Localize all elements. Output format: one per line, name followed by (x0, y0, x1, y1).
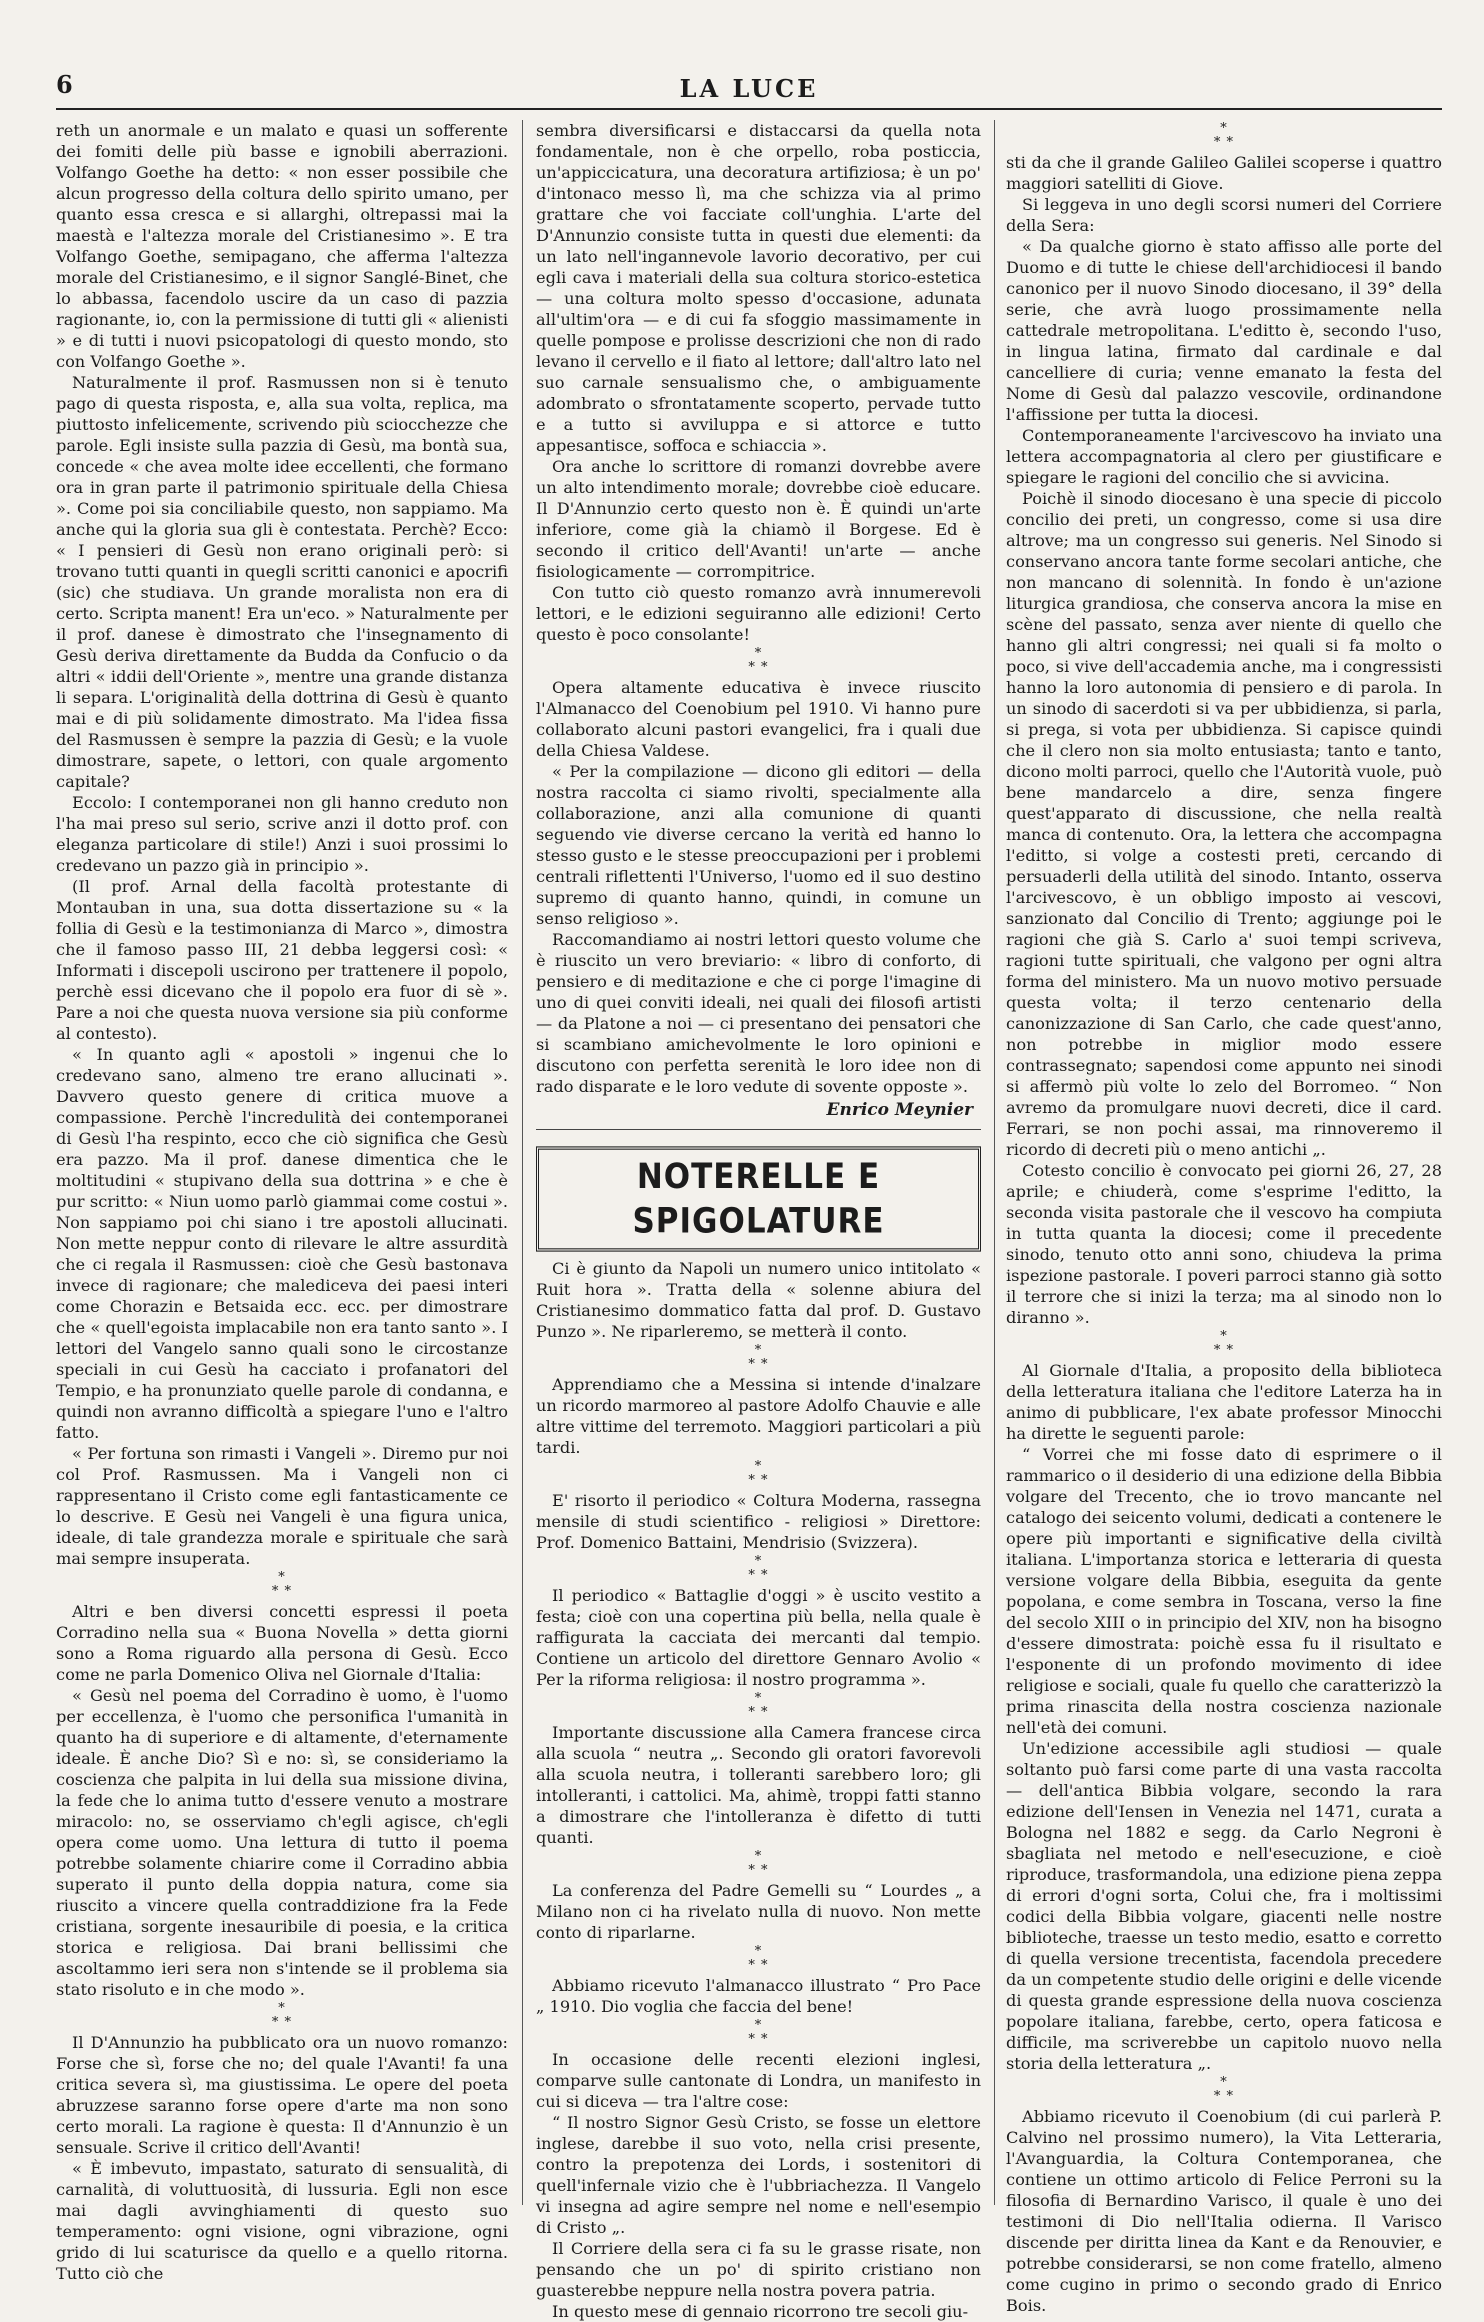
page-number: 6 (56, 70, 73, 99)
paragraph: sti da che il grande Galileo Galilei scoperse i quattro maggiori satelliti di Giove. (1006, 153, 1442, 193)
news-item: Apprendiamo che a Messina si intende d'inalzare un ricordo marmoreo al pastore Adolfo Chauvie e alle altre vittime del terremoto. Maggiori particolari a più tardi. (536, 1375, 981, 1457)
section-separator: * * * (748, 1459, 769, 1488)
paragraph: Naturalmente il prof. Rasmussen non si è tenuto pago di questa risposta, e, alla sua volta, replica, ma piuttosto infelicemente, scrivendo più sciocchezze che parole. Egli insiste sulla pazzia di Gesù, ma bontà sua, concede « che avea molte idee eccellenti, che formano ora in gran parte il patrimonio spirituale della Chiesa ». Come poi sia conciliabile questo, non sappiamo. Ma anche qui la gloria sua gli è contestata. Perchè? Ecco: « I pensieri di Gesù non erano originali però: si trovano tutti quanti in quegli scritti canonici e apocrifi (sic) che studiava. Un grande moralista non era di certo. Scripta manent! Era un'eco. » Naturalmente per il prof. danese è dimostrato che l'insegnamento di Gesù deriva direttamente da Budda da Confucio o da altri « iddii dell'Oriente », mentre una grande distanza li separa. L'originalità della dottrina di Gesù è quanto mai e di più solidamente dimostrato. Ma l'idea fissa del Rasmussen è sempre la pazzia di Gesù; e la vuole dimostrare, sapete, o lettori, con quale argomento capitale? (56, 373, 508, 791)
paragraph: « Da qualche giorno è stato affisso alle porte del Duomo e di tutte le chiese dell'archidiocesi il bando canonico per il nuovo Sinodo diocesano, il 39° della serie, che avrà luogo prossimamente nella cattedrale metropolitana. L'editto è, secondo l'uso, in lingua latina, firmato dal cardinale e dal cancelliere di curia; venne emanato la festa del Nome di Gesù dal palazzo vescovile, ordinandone l'affissione per tutta la diocesi. (1006, 237, 1442, 424)
section-separator: * * * (271, 2001, 293, 2030)
news-item: Importante discussione alla Camera francese circa alla scuola “ neutra „. Secondo gli oratori favorevoli alla scuola neutra, i tolleranti sarebbero loro; gli intolleranti, i cattolici. Ma, ahimè, troppi fatti stanno a dimostrare che l'intolleranza è difetto di tutti quanti. (536, 1723, 981, 1847)
masthead-title: LA LUCE (679, 74, 819, 103)
paragraph: Ora anche lo scrittore di romanzi dovrebbe avere un alto intendimento morale; dovrebbe cioè educare. Il D'Annunzio certo questo non è. È quindi un'arte inferiore, come già la chiamò il Borgese. Ed è secondo il critico dell'Avanti! un'arte — anche fisiologicamente — corrompitrice. (536, 457, 981, 581)
paragraph: « In quanto agli « apostoli » ingenui che lo credevano sano, almeno tre erano allucinati ». Davvero questo genere di critica muove a compassione. Perchè l'incredulità dei contemporanei di Gesù l'ha respinto, ecco che ciò significa che Gesù era pazzo. Ma il prof. danese dimentica che le moltitudini « stupivano della sua dottrina » e che è pur scritto: « Niun uomo parlò giammai come costui ». Non sappiamo poi chi siano i tre apostoli allucinati. Non mette neppur conto di rilevare le altre assurdità che ci regala il Rasmussen: cioè che Gesù bastonava invece di ragionare; che malediceva dei paesi interi come Chorazin e Betsaida ecc. ecc. per dimostrare che « quell'egoista implacabile non era tanto santo ». I lettori del Vangelo sanno quali sono le circostanze speciali in cui Gesù ha cacciato i profanatori del Tempio, e ha pronunziato quelle parole di condanna, e quindi non avranno difficoltà a spiegare l'uno e l'altro fatto. (56, 1045, 508, 1442)
paragraph: Abbiamo ricevuto il Coenobium (di cui parlerà P. Calvino nel prossimo numero), la Vita Letteraria, l'Avanguardia, la Coltura Contemporanea, che contiene un ottimo articolo di Felice Perroni su la filosofia di Bernardino Varisco, il quale è uno dei testimoni di Dio nell'Italia odierna. Il Varisco discende per diritta linea da Kant e da Renouvier, e potrebbe considerarsi, se non come fratello, almeno come cugino in primo o secondo grado di Enrico Bois. (1006, 2107, 1442, 2315)
paragraph: Raccomandiamo ai nostri lettori questo volume che è riuscito un vero breviario: « libro di conforto, di pensiero e di meditazione e che ci porge l'imagine di uno di quei conviti ideali, nei quali dei filosofi artisti — da Platone a noi — ci presentano dei pensatori che si scambiano amichevolmente le loro opinioni e discutono con perfetta serenità le loro idee non di rado disparate e le loro vedute di sovente opposte ». (536, 930, 981, 1096)
paragraph: Altri e ben diversi concetti espressi il poeta Corradino nella sua « Buona Novella » detta giorni sono a Roma riguardo alla persona di Gesù. Ecco come ne parla Domenico Oliva nel Giornale d'Italia: (56, 1602, 508, 1684)
paragraph: « È imbevuto, impastato, saturato di sensualità, di carnalità, di voluttuosità, di lussuria. Egli non esce mai dagli avvinghiamenti di questo suo temperamento: ogni visione, ogni vibrazione, ogni grido di lui scaturisce da quello e a quello ritorna. Tutto ciò che (56, 2159, 508, 2283)
paragraph: « Gesù nel poema del Corradino è uomo, è l'uomo per eccellenza, è l'uomo che personifica l'umanità in quanto ha di superiore e di altamente, d'eternamente ideale. È anche Dio? Sì e no: sì, se consideriamo la coscienza che palpita in lui della sua missione divina, la fede che lo anima tutto d'essere venuto a mostrare miracolo: no, se osserviamo ch'egli agisce, ch'egli opera come uomo. Una lettura di tutto il poema potrebbe solamente chiarire come il Corradino abbia superato il punto della doppia natura, come sia riuscito a vincere quella contraddizione fra la Fede cristiana, sorgente inesauribile di poesia, e la critica storica e religiosa. Dai brani bellissimi che ascoltammo ieri sera non s'intende se il problema sia stato risoluto e in che modo ». (56, 1686, 508, 1999)
news-item: Ci è giunto da Napoli un numero unico intitolato « Ruit hora ». Tratta della « solenne abiura del Cristianesimo dommatico fatta dal prof. D. Gustavo Punzo ». Ne riparleremo, se metterà il conto. (536, 1259, 981, 1341)
paragraph: Il D'Annunzio ha pubblicato ora un nuovo romanzo: Forse che sì, forse che no; del quale l'Avanti! fa una critica severa sì, ma giustissima. Le opere del poeta abruzzese saranno forse opere d'arte ma non sono certo morali. La ragione è questa: Il d'Annunzio è un sensuale. Scrive il critico dell'Avanti! (56, 2033, 508, 2157)
news-item: Il Corriere della sera ci fa su le grasse risate, non pensando che un po' di spirito cristiano non guasterebbe neppure nella nostra povera patria. (536, 2239, 981, 2300)
news-item: La conferenza del Padre Gemelli su “ Lourdes „ a Milano non ci ha rivelato nulla di nuovo. Non mette conto di riparlarne. (536, 1881, 981, 1942)
author-signature: Enrico Meynier (826, 1100, 973, 1120)
paragraph: Contemporaneamente l'arcivescovo ha inviato una lettera accompagnatoria al clero per giustificare e spiegare le ragioni del concilio che si avvicina. (1006, 426, 1442, 487)
paragraph: reth un anormale e un malato e quasi un sofferente dei fomiti delle più basse e ignobili aberrazioni. Volfango Goethe ha detto: « non esser possibile che alcun progresso della coltura dello spirito umano, per quanto essa cresca e si allarghi, oltrepassi mai la maestà e l'altezza morale del Cristianesimo ». E tra Volfango Goethe, semipagano, che afferma l'altezza morale del Cristianesimo, e il signor Sanglé-Binet, che lo abbassa, facendolo uscire da un caso di pazzia ragionante, io, con la permissione di tutti gli « alienisti » e di tutti i nuovi psicopatologi di questo mondo, sto con Volfango Goethe ». (56, 121, 508, 371)
news-item: Il periodico « Battaglie d'oggi » è uscito vestito a festa; cioè con una copertina più bella, nella quale è raffigurata la cacciata dei mercanti dal tempio. Contiene un articolo del direttore Gennaro Avolio « Per la riforma religiosa: il nostro programma ». (536, 1586, 981, 1689)
paragraph: Si leggeva in uno degli scorsi numeri del Corriere della Sera: (1006, 195, 1442, 235)
paragraph: Con tutto ciò questo romanzo avrà innumerevoli lettori, e le edizioni seguiranno alle edizioni! Certo questo è poco consolante! (536, 583, 981, 644)
section-separator: * * * (748, 1944, 769, 1973)
section-separator: * * * (748, 1343, 769, 1372)
paragraph: Cotesto concilio è convocato pei giorni 26, 27, 28 aprile; e chiuderà, come s'esprime l'editto, la seconda visita pastorale che il vescovo ha compiuta in tutta quanta la diocesi; come il precedente sinodo, tenuto otto anni sono, chiudeva la prima ispezione pastorale. I poveri parroci stanno già sotto il terrore che si inizi la terza; ma al sinodo non lo diranno ». (1006, 1161, 1442, 1327)
news-item: Abbiamo ricevuto l'almanacco illustrato “ Pro Pace „ 1910. Dio voglia che faccia del bene! (536, 1976, 981, 2016)
column-rule (994, 120, 995, 2205)
paragraph: « Per fortuna son rimasti i Vangeli ». Diremo pur noi col Prof. Rasmussen. Ma i Vangeli non ci rappresentano il Cristo come egli fantasticamente ce lo descrive. E Gesù nei Vangeli è una figura unica, ideale, di tale grandezza morale e spirituale che sarà mai sempre insuperata. (56, 1444, 508, 1568)
column-middle (536, 120, 981, 2321)
news-item: In questo mese di gennaio ricorrono tre secoli giu- (552, 2302, 969, 2321)
section-separator: * * * (1213, 1329, 1235, 1358)
news-item: “ Il nostro Signor Gesù Cristo, se fosse un elettore inglese, darebbe il suo voto, nella crisi presente, contro la prepotenza dei Lords, i sostenitori di quell'infernale vizio che è l'ubbriachezza. Il Vangelo vi insegna ad agire sempre nel nome e nell'esempio di Cristo „. (536, 2113, 981, 2237)
paragraph: « Per la compilazione — dicono gli editori — della nostra raccolta ci siamo rivolti, specialmente alla collaborazione, anzi alla comunione di quanti seguendo vie diverse cercano la verità ed hanno lo stesso gusto e le stesse preoccupazioni per i problemi centrali riflettenti l'Universo, l'uomo ed il suo destino supremo di quanto hanno, quindi, in comune un senso religioso ». (536, 762, 981, 928)
news-item: E' risorto il periodico « Coltura Moderna, rassegna mensile di studi scientifico - religiosi » Direttore: Prof. Domenico Battaini, Mendrisio (Svizzera). (536, 1491, 981, 1552)
section-separator: * * * (271, 1570, 293, 1599)
section-separator: * * * (748, 646, 769, 675)
paragraph: (Il prof. Arnal della facoltà protestante di Montauban in una, sua dotta dissertazione su « la follia di Gesù e la testimonianza di Marco », dimostra che il famoso passo III, 21 debba leggersi così: « Informati i discepoli uscirono per trattenere il popolo, perchè essi dicevano che il popolo era fuor di sè ». Pare a noi che questa nuova versione sia più conforme al contesto). (56, 877, 508, 1043)
page-header (56, 68, 1442, 110)
paragraph: Poichè il sinodo diocesano è una specie di piccolo concilio dei preti, un congresso, come si usa dire altrove; ma un congresso sui generis. Nel Sinodo si conservano ancora tante forme secolari antiche, che non mancano di solennità. In fondo è un'azione liturgica grandiosa, che conserva ancora la mise en scène del passato, senza aver niente di quello che hanno gli altri congressi; nei quali si fa molto o poco, si vive dell'accademia anche, ma i congressisti hanno la loro autonomia di pensiero e di parola. In un sinodo di sacerdoti si va per ubbidienza, si parla, si prega, si vota per ubbidienza. Si capisce quindi che il clero non sia molto entusiasta; tanto e tanto, dicono molti parroci, quello che l'Autorità vuole, può bene mandarcelo a dire, senza fingere quest'apparato di discussione, che nella realtà manca di contenuto. Ora, la lettera che accompagna l'editto, si volge a costesti preti, cercando di persuaderli della utilità del sinodo. Intanto, osserva l'arcivescovo, è un obbligo imposto ai vescovi, sanzionato dal Concilio di Trento; aggiunge poi le ragioni che già S. Carlo a' suoi tempi scriveva, ragioni tutte spirituali, che valgono per ogni altra forma del ministero. Ma un nuovo motivo persuade questa volta; il terzo centenario della canonizzazione di San Carlo, che cade quest'anno, non potrebbe in miglior modo essere contrassegnato; sapendosi come appunto nei sinodi si affermò più volte lo zelo del Borromeo. “ Non avremo da promulgare nuovi decreti, dice il card. Ferrari, se non pochi assai, ma rinnoveremo il ricordo di decreti più o meno antichi „. (1006, 489, 1442, 1159)
section-separator: * * * (1213, 121, 1235, 150)
section-separator: * * * (1213, 2075, 1235, 2104)
paragraph: Un'edizione accessibile agli studiosi — quale soltanto può farsi come parte di una vasta raccolta — dell'antica Bibbia volgare, secondo la rara edizione dell'Iensen in Venezia nel 1471, curata a Bologna nel 1882 e segg. da Carlo Negroni è sbagliata nel metodo e nell'esecuzione, e cioè riproduce, trasformandola, una edizione piena zeppa di errori d'ogni sorta, Colui che, fra i moltissimi codici della Bibbia volgare, giacenti nelle nostre biblioteche, traesse un testo medio, esatto e corretto di quella versione trecentista, facendola precedere da un competente studio delle origini e delle vicende di questa grande espressione della nuova coscienza popolare italiana, farebbe, certo, opera faticosa e difficile, ma scriverebbe un capitolo nuovo nella storia della letteratura „. (1006, 1739, 1442, 2073)
news-item: In occasione delle recenti elezioni inglesi, comparve sulle cantonate di Londra, un manifesto in cui si diceva — tra l'altre cose: (536, 2050, 981, 2111)
column-left (56, 120, 508, 2283)
paragraph: Opera altamente educativa è invece riuscito l'Almanacco del Coenobium pel 1910. Vi hanno pure collaborato alcuni pastori evangelici, fra i quali due della Chiesa Valdese. (536, 678, 981, 760)
column-right (1006, 120, 1442, 2315)
paragraph: Al Giornale d'Italia, a proposito della biblioteca della letteratura italiana che l'editore Laterza ha in animo di pubblicare, l'ex abate professor Minocchi ha dirette le seguenti parole: (1006, 1361, 1442, 1443)
paragraph: Eccolo: I contemporanei non gli hanno creduto non l'ha mai preso sul serio, scrive anzi il dotto prof. con eleganza particolare di stile!) Anzi i suoi prossimi lo credevano un pazzo già in principio ». (56, 793, 508, 875)
article-columns (56, 120, 1442, 2321)
section-headline: NOTERELLE E SPIGOLATURE (536, 1146, 981, 1251)
column-rule (522, 120, 523, 2205)
section-separator: * * * (748, 2018, 769, 2047)
section-separator: * * * (748, 1691, 769, 1720)
paragraph: “ Vorrei che mi fosse dato di esprimere o il rammarico o il desiderio di una edizione della Bibbia volgare del Trecento, che io trovo mancante nel catalogo dei seicento volumi, dedicati a contenere le opere più importanti e significative della civiltà italiana. L'importanza storica e letteraria di questa versione volgare della Bibbia, eseguita da gente popolana, e come sembra in Toscana, verso la fine del secolo XIII o in principio del XIV, non ha bisogno d'essere dimostrata: poichè essa fu il risultato e l'esponente di un profondo movimento di idee religiose e sociali, quale fu quello che caratterizzò la prima rinascita della nostra coscienza nazionale nell'età dei comuni. (1006, 1445, 1442, 1737)
paragraph: sembra diversificarsi e distaccarsi da quella nota fondamentale, non è che orpello, roba posticcia, un'appiccicatura, una decoratura artifiziosa; è un po' d'intonaco messo lì, ma che schizza via al primo grattare che voi facciate coll'unghia. L'arte del D'Annunzio consiste tutta in questi due elementi: da un lato nell'ingannevole lavorio decorativo, per cui egli cava i materiali della sua coltura storico-estetica — una coltura molto spesso d'occasione, adunata all'ultim'ora — e di cui fa sfoggio massimamente in quelle pompose e prolisse descrizioni che non di rado levano il cervello e il fiato al lettore; dall'altro lato nel suo carnale sensualismo che, o ambiguamente adombrato o sfrontatamente scoperto, pervade tutto e a tutto si avviluppa e si attorce e tutto appesantisce, soffoca e schiaccia ». (536, 121, 981, 455)
section-separator: * * * (748, 1849, 769, 1878)
section-separator: * * * (748, 1554, 769, 1583)
